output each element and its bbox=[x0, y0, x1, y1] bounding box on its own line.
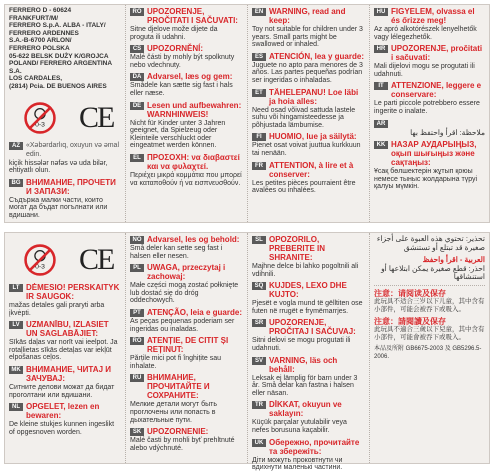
lang-code: HU bbox=[374, 8, 388, 16]
lang-code: UK bbox=[252, 439, 266, 447]
warning-block bbox=[9, 320, 121, 362]
warning-body: Pienet osat voivat juuttua kurkkuun tai nenään. bbox=[252, 142, 361, 157]
warning-body: ملاحظة: اقرأ واحتفظ بها bbox=[410, 127, 485, 137]
bottom-column-2 bbox=[125, 233, 247, 463]
warning-body: Ұсақ бөлшектерін жұтып қоюы немесе тыныс жолдарына түруі қалуы мүмкін. bbox=[374, 168, 478, 191]
warning-body: Sīkās daļas var norīt vai ieelpot. Ja rotaļlietas sīkās detaļas var iekļūt elpošanas ceļos. bbox=[9, 339, 118, 362]
warning-body: Leksak ej lämplig för barn under 3 år. Små delar kan fastna i halsen eller näsan. bbox=[252, 374, 358, 397]
warning-block bbox=[374, 119, 485, 138]
ce-mark-icon: CE bbox=[79, 100, 114, 134]
warning-body: Съдържа малки части, които могат да бъдат погълнати или вдишани. bbox=[9, 196, 108, 219]
divider bbox=[374, 285, 485, 286]
warning-title: Advarsel, les og behold: bbox=[147, 235, 240, 244]
warning-title: Lesen und aufbewahren: WARNHINWEIS! bbox=[147, 100, 242, 119]
top-leaflet-panel bbox=[4, 4, 490, 223]
warning-title: FIGYELEM, olvassa el és őrizze meg! bbox=[391, 7, 475, 25]
warning-title: DİKKAT, okuyun ve saklayın: bbox=[269, 400, 342, 419]
warning-block bbox=[130, 153, 243, 187]
warning-title: DĖMESIO! PERSKAITYK IR SAUGOK: bbox=[26, 283, 120, 301]
manufacturer-address bbox=[9, 7, 121, 91]
warning-title: ATENCIÓN, lea y guarde: bbox=[269, 51, 364, 61]
lang-code: NL bbox=[9, 403, 23, 411]
warning-az bbox=[9, 141, 121, 175]
warning-block bbox=[252, 281, 365, 315]
warning-title: UPOZORENJE, PROČITATI I SAČUVATI: bbox=[147, 7, 238, 25]
warning-title: TÄHELEPANU! Loe läbi ja hoia alles: bbox=[269, 87, 359, 106]
lang-code: EN bbox=[252, 8, 266, 16]
arabic-warning-title: العربية - اقرأ واحفظ bbox=[422, 255, 485, 264]
warning-block bbox=[130, 72, 243, 97]
lang-code: SV bbox=[252, 357, 266, 365]
warning-body: Le parti piccole potrebbero essere ingerite o inalate. bbox=[374, 100, 480, 115]
address-line: S.A.-B-6700 ARLON/ bbox=[9, 37, 72, 45]
warning-title: Advarsel, læs og gem: bbox=[147, 72, 233, 82]
lang-code: AR bbox=[374, 120, 388, 128]
warning-block bbox=[374, 81, 485, 115]
warning-block bbox=[130, 263, 243, 305]
lang-code: SK bbox=[130, 428, 144, 436]
lang-code: FR bbox=[252, 162, 266, 170]
chinese-traditional-body: 此玩具不適合三歲以下兒童，其中含有小部件，可能會被吞下或吸入。 bbox=[374, 325, 485, 341]
warning-title: VARNING, läs och behåll: bbox=[269, 355, 338, 374]
warning-title: OPOZORILO, PREBERITE IN SHRANITE: bbox=[269, 235, 326, 262]
warning-title: WARNING, read and keep: bbox=[269, 7, 346, 25]
warning-block bbox=[130, 44, 243, 69]
bottom-leaflet-panel bbox=[4, 232, 490, 472]
warning-block bbox=[130, 7, 243, 41]
address-line: (2814) Pcia. DE BUENOS AIRES bbox=[9, 82, 107, 90]
svg-text:0-3: 0-3 bbox=[35, 121, 45, 129]
address-line: 05-622 BELSK DUŻY K/GROJCA bbox=[9, 52, 109, 60]
warning-body: Majhne delce bi lahko pogoltnili ali vdihnili. bbox=[252, 263, 359, 278]
top-column-3 bbox=[247, 5, 369, 222]
warning-title: UPOZORENJE, pročitati i sačuvati: bbox=[391, 44, 483, 63]
warning-body: Părțile mici pot fi înghițite sau inhalate. bbox=[130, 355, 222, 370]
top-column-1 bbox=[5, 5, 125, 222]
standards-footer: 本品及所附 GB6675-2003 及 GB5296.5-2006. bbox=[374, 345, 482, 360]
arabic-warning-text: تحذير: تحتوي هذه العبوة على أجزاء صغيرة قد تبتلع أو تستنشق bbox=[376, 234, 485, 252]
warning-body: Malé části by mohly být spolknuty nebo vdechnuty. bbox=[130, 54, 235, 69]
lang-code: ET bbox=[252, 89, 266, 97]
warning-title: UPOZORENJE, PROČITAJ I SAČUVAJ: bbox=[269, 318, 356, 337]
warning-body: Smådele kan sætte sig fast i hals eller næse. bbox=[130, 82, 233, 97]
lang-code: DE bbox=[130, 102, 144, 110]
warning-block bbox=[130, 235, 243, 260]
lang-code: KK bbox=[374, 141, 388, 149]
warning-title: OPGELET, lezen en bewaren: bbox=[26, 402, 100, 421]
warning-body: As peças pequenas poderiam ser ingeridas ou inaladas. bbox=[130, 317, 235, 333]
warning-body: De kleine stukjes kunnen ingeslikt of opgesnoven worden. bbox=[9, 421, 115, 436]
warning-block bbox=[9, 402, 121, 436]
warning-block bbox=[130, 101, 243, 150]
warning-block bbox=[9, 283, 121, 317]
warning-title: HUOMIO, lue ja säilytä: bbox=[269, 132, 357, 142]
address-line: FERRERO ARDENNES bbox=[9, 29, 79, 37]
warning-body: kiçik hissələr nəfəs və uda bilər, ehtiyatlı olun. bbox=[9, 159, 108, 175]
top-column-4 bbox=[369, 5, 489, 222]
warning-title: «Xəbərdarlıq, oxuyun və əmal edin. bbox=[26, 141, 119, 158]
chinese-simplified-title: 注意：请阅读及保存 bbox=[374, 288, 446, 298]
warning-block bbox=[374, 44, 485, 78]
warning-title: KUJDES, LEXO DHE KUJTO: bbox=[269, 281, 347, 300]
lang-code: RO bbox=[130, 8, 144, 16]
warning-body: Små deler kan sette seg fast i halsen eller nesen. bbox=[130, 245, 223, 260]
warning-body: mažas detales gali praryti arba įkvėpti. bbox=[9, 302, 105, 317]
address-line: FERRERO POLSKA bbox=[9, 44, 70, 52]
warning-body: Malé časti by mohli byť prehltnuté alebo vdýchnuté. bbox=[130, 437, 235, 452]
warning-body: Juguete no apto para menores de 3 años. Las partes pequeñas podrían ser ingeridas o inhaladas. bbox=[252, 61, 363, 84]
warning-title: UZMANĪBU, IZLASIET UN SAGLABĀJIET: bbox=[26, 320, 109, 339]
warning-block bbox=[252, 356, 365, 398]
bottom-column-4 bbox=[369, 233, 489, 463]
lang-code: HR bbox=[374, 45, 388, 53]
warning-body: Περιέχει μικρά κομμάτια που μπορεί να καταποθούν ή να εισπνευσθούν. bbox=[130, 171, 242, 187]
lang-code: CS bbox=[130, 45, 144, 53]
top-column-2 bbox=[125, 5, 247, 222]
warning-title: ВНИМАНИЕ, ПРОЧЕТИ И ЗАПАЗИ: bbox=[26, 177, 116, 196]
address-line: LOS CARDALES, bbox=[9, 75, 63, 83]
warning-bg bbox=[9, 178, 121, 220]
warning-block bbox=[252, 88, 365, 130]
lang-code: IT bbox=[374, 82, 388, 90]
warning-body: Küçük parçalar yutulabilir veya nefes borusuna kaçabilir. bbox=[252, 419, 347, 434]
lang-code: SR bbox=[252, 319, 266, 327]
warning-body: Mali dijelovi mogu se progutati ili udahnuti. bbox=[374, 63, 475, 78]
warning-block bbox=[252, 438, 365, 472]
lang-code: PT bbox=[130, 309, 144, 317]
lang-code: TR bbox=[252, 401, 266, 409]
warning-block bbox=[252, 52, 365, 85]
age-warning-0-3-icon bbox=[23, 101, 57, 135]
warning-body: Sitni delovi se mogu progutati ili udahnuti. bbox=[252, 337, 351, 352]
warning-title: НАЗАР АУДАРЫҢЫЗ, оқып шығыңыз және сақтаңыз: bbox=[391, 140, 477, 168]
ce-mark-icon: CE bbox=[79, 243, 114, 276]
address-line: FERRERO D - 60624 FRANKFURT/M/ bbox=[9, 7, 72, 22]
warning-block bbox=[252, 400, 365, 434]
lang-code: LV bbox=[9, 321, 23, 329]
warning-body: Need osad võivad sattuda lastele suhu või hingamisteedesse ja põhjustada lämbumise. bbox=[252, 106, 356, 129]
warning-body: Ситните делови можат да бидат проголтани или вдишани. bbox=[9, 383, 115, 399]
warning-title: UWAGA, przeczytaj i zachowaj: bbox=[147, 263, 226, 282]
warning-body: Діти можуть проковтнути чи вдихнути маленькі частини. bbox=[252, 456, 343, 472]
warning-block bbox=[130, 373, 243, 424]
warning-block bbox=[252, 318, 365, 352]
warning-body: Pjesët e vogla mund të gëlltiten ose futen në rrugët e frymëmarrjes. bbox=[252, 300, 363, 315]
chinese-traditional-title: 注意：請閱讀及保存 bbox=[374, 316, 446, 326]
safety-icons bbox=[23, 101, 121, 135]
lang-code: RU bbox=[130, 374, 144, 382]
lang-code: AZ bbox=[9, 142, 23, 150]
warning-title: UPOZORNĚNÍ: bbox=[147, 44, 203, 54]
address-line: POLAND/ FERRERO ARGENTINA S.A. bbox=[9, 60, 112, 75]
warning-title: ATENÇÃO, leia e guarde: bbox=[147, 307, 242, 317]
warning-block bbox=[130, 308, 243, 333]
warning-body: Toy not suitable for children under 3 years. Small parts might be swallowed or inhaled. bbox=[252, 26, 363, 49]
lang-code: LT bbox=[9, 284, 23, 292]
lang-code: MK bbox=[9, 366, 23, 374]
lang-code: PL bbox=[130, 264, 144, 272]
warning-title: UPOZORNENIE: bbox=[147, 427, 209, 437]
address-line: FERRERO S.p.A. ALBA - ITALY/ bbox=[9, 22, 106, 30]
safety-icons bbox=[23, 243, 121, 277]
warning-block bbox=[374, 140, 485, 191]
lang-code: SQ bbox=[252, 282, 266, 290]
warning-body: Мелкие детали могут быть проглочены или попасть в дыхательные пути. bbox=[130, 401, 217, 424]
warning-body: Małe części mogą zostać połknięte lub dostać się do dróg oddechowych. bbox=[130, 282, 239, 305]
warning-block bbox=[252, 235, 365, 278]
warning-block bbox=[130, 336, 243, 370]
warning-body: Nicht für Kinder unter 3 Jahren geeignet, da Spielzeug oder Kleinteile verschluckt oder eingeatmet werden können. bbox=[130, 119, 226, 150]
warning-block bbox=[252, 7, 365, 49]
lang-code: DA bbox=[130, 73, 144, 81]
warning-block bbox=[252, 161, 365, 195]
chinese-simplified-body: 此玩具不适合三岁以下儿童，其中含有小部件，可能会被吞下或吸入。 bbox=[374, 297, 485, 313]
warning-title: ВНИМАНИЕ, ЧИТАЈ И ЗАЧУВАЈ: bbox=[26, 364, 112, 383]
lang-code: FI bbox=[252, 133, 266, 141]
warning-block bbox=[130, 427, 243, 452]
warning-title: ВНИМАНИЕ, ПРОЧИТАЙТЕ И СОХРАНИТЕ: bbox=[147, 373, 210, 401]
warning-body: Az apró alkotórészek lenyelhetők vagy lélegezhetők. bbox=[374, 26, 477, 41]
warning-title: ATENȚIE, DE CITIT ȘI REȚINUT: bbox=[147, 336, 229, 355]
lang-code: BG bbox=[9, 179, 23, 187]
bottom-column-3 bbox=[247, 233, 369, 472]
lang-code: EL bbox=[130, 154, 144, 162]
warning-block bbox=[252, 132, 365, 157]
warning-title: ATTENZIONE, leggere e conservare: bbox=[391, 81, 482, 100]
lang-code: SL bbox=[252, 236, 266, 244]
arabic-warning-body: احذر: قطع صغيرة يمكن ابتلاعها أو استنشاقها bbox=[381, 263, 485, 281]
svg-text:0-3: 0-3 bbox=[35, 263, 45, 271]
warning-block bbox=[9, 365, 121, 399]
lang-code: RO bbox=[130, 337, 144, 345]
lang-code: NO bbox=[130, 236, 144, 244]
warning-title: ATTENTION, à lire et à conserver: bbox=[269, 160, 354, 179]
warning-block bbox=[374, 7, 485, 41]
age-warning-0-3-icon bbox=[23, 243, 57, 277]
warning-title: Обережно, прочитайте та збережіть: bbox=[269, 437, 360, 456]
warning-body: Sitne djelove može dijete da proguta ili udahni. bbox=[130, 26, 218, 41]
warning-title: ΠΡΟΣΟΧΗ: να διαβαστεί και να φυλαχτεί. bbox=[147, 152, 240, 171]
warning-body: Les petites pièces pourraient être avalées ou inhalées. bbox=[252, 179, 356, 195]
bottom-column-1 bbox=[5, 233, 125, 463]
lang-code: ES bbox=[252, 53, 266, 61]
